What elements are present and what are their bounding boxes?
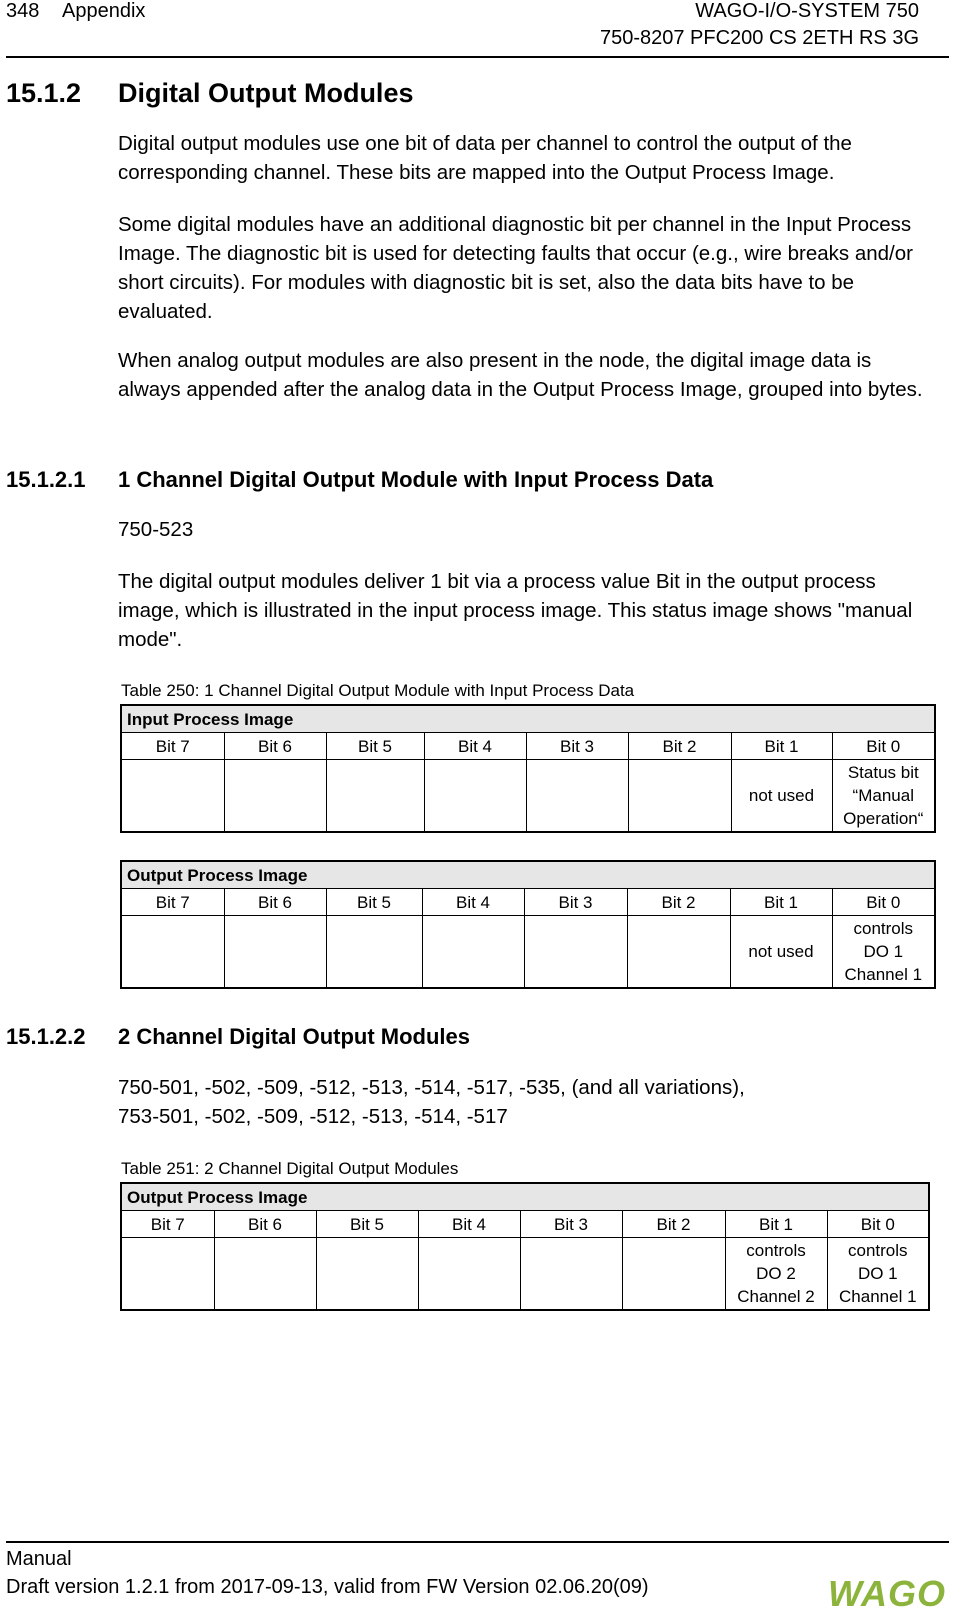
- bit-header: Bit 7: [121, 1211, 214, 1238]
- table-title: Output Process Image: [121, 861, 935, 889]
- section-number: 15.1.2: [6, 78, 82, 108]
- table-cell: [526, 760, 628, 832]
- table-cell: [827, 1238, 929, 1310]
- table-cell: not used: [730, 916, 832, 988]
- table-cell: [121, 760, 224, 832]
- page-number: 348: [6, 0, 40, 22]
- header-rule: [6, 56, 949, 58]
- bit-header: Bit 0: [832, 889, 935, 916]
- table-cell: [224, 916, 326, 988]
- table-cell: [424, 760, 526, 832]
- bit-header: Bit 1: [731, 733, 832, 760]
- input-process-image-table: [120, 704, 936, 833]
- table-cell: not used: [731, 760, 832, 832]
- bit-header: Bit 6: [224, 889, 326, 916]
- footer-version: Draft version 1.2.1 from 2017-09-13, valid from FW Version 02.06.20(09): [6, 1576, 649, 1598]
- bit-header: Bit 2: [628, 733, 731, 760]
- table-cell: [524, 916, 627, 988]
- table-cell: [326, 916, 422, 988]
- bit-header: Bit 5: [326, 733, 424, 760]
- cell-line: Channel 2: [737, 1286, 815, 1306]
- table-caption: Table 250: 1 Channel Digital Output Module with Input Process Data: [121, 681, 635, 700]
- output-process-image-table: [120, 860, 936, 989]
- paragraph: When analog output modules are also present in the node, the digital image data is always appended after the analog data in the Output Process Image, grouped into bytes.: [118, 349, 923, 401]
- cell-line: DO 2: [756, 1263, 796, 1283]
- bit-header: Bit 3: [520, 1211, 622, 1238]
- footer-rule: [6, 1541, 949, 1543]
- bit-header: Bit 5: [316, 1211, 418, 1238]
- cell-line: controls: [848, 1240, 908, 1260]
- table-cell: [224, 760, 326, 832]
- module-number: 750-523: [118, 518, 194, 541]
- subsection-number: 15.1.2.1: [6, 467, 86, 492]
- svg-text:WAGO: WAGO: [828, 1573, 946, 1613]
- table-cell: [628, 760, 731, 832]
- table-cell: [326, 760, 424, 832]
- bit-header: Bit 5: [326, 889, 422, 916]
- bit-header: Bit 7: [121, 733, 224, 760]
- table-cell: [316, 1238, 418, 1310]
- paragraph: The digital output modules deliver 1 bit via a process value Bit in the output process image, which is illustrated in the input process image. This status image shows "manual mode".: [118, 570, 913, 651]
- cell-line: Channel 1: [844, 964, 923, 984]
- subsection-number: 15.1.2.2: [6, 1024, 86, 1049]
- cell-line: Status bit: [847, 762, 919, 782]
- table-cell: [121, 1238, 214, 1310]
- bit-header: Bit 1: [730, 889, 832, 916]
- module-list: 750-501, -502, -509, -512, -513, -514, -517, -535, (and all variations),: [118, 1076, 745, 1099]
- table-caption: Table 251: 2 Channel Digital Output Modules: [121, 1159, 459, 1178]
- paragraph: Digital output modules use one bit of data per channel to control the output of the corresponding channel. These bits are mapped into the Output Process Image.: [118, 132, 852, 184]
- bit-header: Bit 0: [832, 733, 935, 760]
- table-cell: [725, 1238, 827, 1310]
- bit-header: Bit 4: [424, 733, 526, 760]
- table-title: Output Process Image: [121, 1183, 929, 1211]
- bit-header: Bit 2: [627, 889, 730, 916]
- cell-line: controls: [853, 918, 914, 938]
- table-cell: [520, 1238, 622, 1310]
- wago-logo-icon: [826, 1573, 948, 1613]
- subsection-title: 2 Channel Digital Output Modules: [118, 1024, 470, 1049]
- table-cell: [121, 916, 224, 988]
- bit-header: Bit 7: [121, 889, 224, 916]
- table-title: Input Process Image: [121, 705, 935, 733]
- cell-line: Channel 1: [839, 1286, 917, 1306]
- footer-doc-type: Manual: [6, 1548, 72, 1570]
- cell-line: Operation“: [843, 808, 924, 828]
- bit-header: Bit 6: [214, 1211, 316, 1238]
- bit-header: Bit 3: [526, 733, 628, 760]
- table-cell: [832, 760, 935, 832]
- table-cell: [418, 1238, 520, 1310]
- bit-header: Bit 1: [725, 1211, 827, 1238]
- paragraph: Some digital modules have an additional diagnostic bit per channel in the Input Process Image. The diagnostic bit is used for detecting faults that occur (e.g., wire breaks and/or short circuits). For modules with diagnostic bit is set, also the data bits have to be evaluated.: [118, 213, 913, 323]
- module-list: 753-501, -502, -509, -512, -513, -514, -517: [118, 1105, 508, 1128]
- table-cell: [627, 916, 730, 988]
- bit-header: Bit 3: [524, 889, 627, 916]
- bit-header: Bit 6: [224, 733, 326, 760]
- wago-logo: [826, 1573, 948, 1613]
- table-cell: [622, 1238, 725, 1310]
- bit-header: Bit 0: [827, 1211, 929, 1238]
- cell-line: controls: [746, 1240, 806, 1260]
- section-title: Digital Output Modules: [118, 78, 414, 108]
- header-product-line: WAGO-I/O-SYSTEM 750: [695, 0, 919, 22]
- bit-header: Bit 4: [422, 889, 524, 916]
- table-cell: [422, 916, 524, 988]
- header-section: Appendix: [62, 0, 146, 22]
- table-cell: [214, 1238, 316, 1310]
- cell-line: DO 1: [863, 941, 904, 961]
- subsection-title: 1 Channel Digital Output Module with Input Process Data: [118, 467, 714, 492]
- cell-line: “Manual: [852, 785, 914, 805]
- header-product-model: 750-8207 PFC200 CS 2ETH RS 3G: [599, 27, 919, 49]
- output-process-image-table-2ch: [120, 1182, 930, 1311]
- bit-header: Bit 2: [622, 1211, 725, 1238]
- bit-header: Bit 4: [418, 1211, 520, 1238]
- table-cell: [832, 916, 935, 988]
- cell-line: DO 1: [857, 1263, 898, 1283]
